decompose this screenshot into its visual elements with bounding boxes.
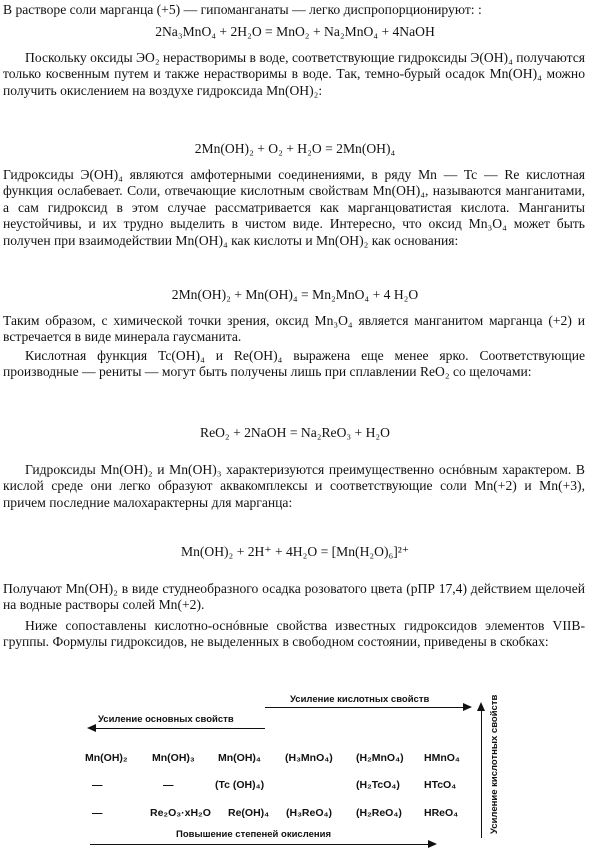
equation-disproportionation: 2Na₃MnO₄ + 2H₂O = MnO₂ + Na₂MnO₄ + 4NaOH (155, 24, 435, 39)
oxidation-arrow-line (90, 844, 430, 845)
paragraph-gipomanganaty: В растворе соли марганца (+5) — гипоманганаты — легко диспропорционируют: : (3, 2, 482, 17)
vertical-arrow-line (481, 710, 482, 838)
equation-oxidation-mn-oh2: 2Mn(OH)₂ + O₂ + H₂O = 2Mn(OH)₄ (194, 141, 396, 156)
paragraph-renity: Кислотная функция Tc(OH)₄ и Re(OH)₄ выражена еще менее ярко. Соответствующие производные — рениты — могут быть получены лишь при сплавлении ReO₂ со щелочами: (3, 348, 585, 380)
base-arrow-label: Усиление основных свойств (98, 714, 234, 725)
paragraph-aquacomplexes: Гидроксиды Mn(OH)₂ и Mn(OH)₃ характеризуются преимущественно оснóвным характером. В кислой среде они легко образуют аквакомплексы и соответствующие соли Mn(+2) и Mn(+3), причем последние малохарактерны для марганца: (3, 462, 585, 510)
cell-h2reo4: (H₂ReO₄) (356, 807, 402, 819)
cell-re2o3: Re₂O₃·xH₂O (150, 807, 211, 819)
cell-dash-r3c1: — (92, 807, 103, 819)
oxidation-arrow-label: Повышение степеней окисления (176, 829, 332, 840)
cell-mn-oh2: Mn(OH)₂ (85, 752, 128, 764)
cell-dash-r2c2: — (163, 779, 174, 791)
equation-aquacomplex: Mn(OH)₂ + 2H⁺ + 4H₂O = [Mn(H₂O)₆]²⁺ (180, 544, 409, 559)
acid-arrow-label: Усиление кислотных свойств (290, 694, 430, 705)
paragraph-gausmanit: Таким образом, с химической точки зрения, оксид Mn₃O₄ является манганитом марганца (+2) и встречается в виде минерала гаусманита. (3, 313, 585, 345)
equation-reo2: ReO₂ + 2NaOH = Na₂ReO₃ + H₂O (200, 425, 390, 440)
acid-base-scheme (0, 686, 590, 862)
cell-dash-r2c1: — (92, 779, 103, 791)
paragraph-precipitate: Получают Mn(OH)₂ в виде студнеобразного осадка розоватого цвета (рПР 17,4) действием щелочей на водные растворы солей Mn(+2). (3, 581, 585, 613)
oxidation-arrow-head (428, 840, 437, 848)
cell-h2tco4: (H₂TcO₄) (356, 779, 400, 791)
equation-mn3o4: 2Mn(OH)₂ + Mn(OH)₄ = Mn₂MnO₄ + 4 H₂O (171, 287, 419, 302)
acid-arrow-head (463, 703, 472, 711)
cell-mn-oh3: Mn(OH)₃ (152, 752, 195, 764)
cell-h2mno4: (H₂MnO₄) (356, 752, 404, 764)
cell-tc-oh4: (Tc (OH)₄) (215, 779, 265, 791)
cell-h3reo4: (H₃ReO₄) (286, 807, 333, 819)
vertical-arrow-label: Усиление кислотных свойств (489, 694, 500, 834)
cell-hreo4: HReO₄ (424, 807, 459, 819)
cell-h3mno4: (H₃MnO₄) (285, 752, 333, 764)
cell-hmno4: HMnO₄ (424, 752, 460, 764)
cell-htco4: HTcO₄ (424, 779, 457, 791)
paragraph-amphoteric: Гидроксиды Э(OH)₄ являются амфотерными соединениями, в ряду Mn — Tc — Re кислотная функция ослабевает. Соли, отвечающие кислотным свойствам Mn(OH)₄, называются манганитами, а сам гидроксид в этом случае рассматривается как марганцоватистая кислота. Манганиты неустойчивы, и их трудно выделить в чистом виде. Интересно, что оксид Mn₃O₄ может быть получен при взаимодействии Mn(OH)₄ как кислоты и Mn(OH)₂ как основания: (3, 167, 585, 248)
base-arrow-line (95, 728, 265, 729)
paragraph-hydroxides-eo2: Поскольку оксиды ЭO₂ нерастворимы в воде, соответствующие гидроксиды Э(OH)₄ получаются только косвенным путем и также нерастворимы в воде. Так, темно-бурый осадок Mn(OH)₄ можно получить окислением на воздухе гидроксида Mn(OH)₂: (3, 50, 585, 98)
acid-arrow-line (265, 707, 465, 708)
cell-mn-oh4: Mn(OH)₄ (218, 752, 261, 764)
paragraph-comparison: Ниже сопоставлены кислотно-оснóвные свойства известных гидроксидов элементов VIIB-группы. Формулы гидроксидов, не выделенных в свободном состоянии, приведены в скобках: (3, 618, 585, 650)
cell-re-oh4: Re(OH)₄ (228, 807, 270, 819)
